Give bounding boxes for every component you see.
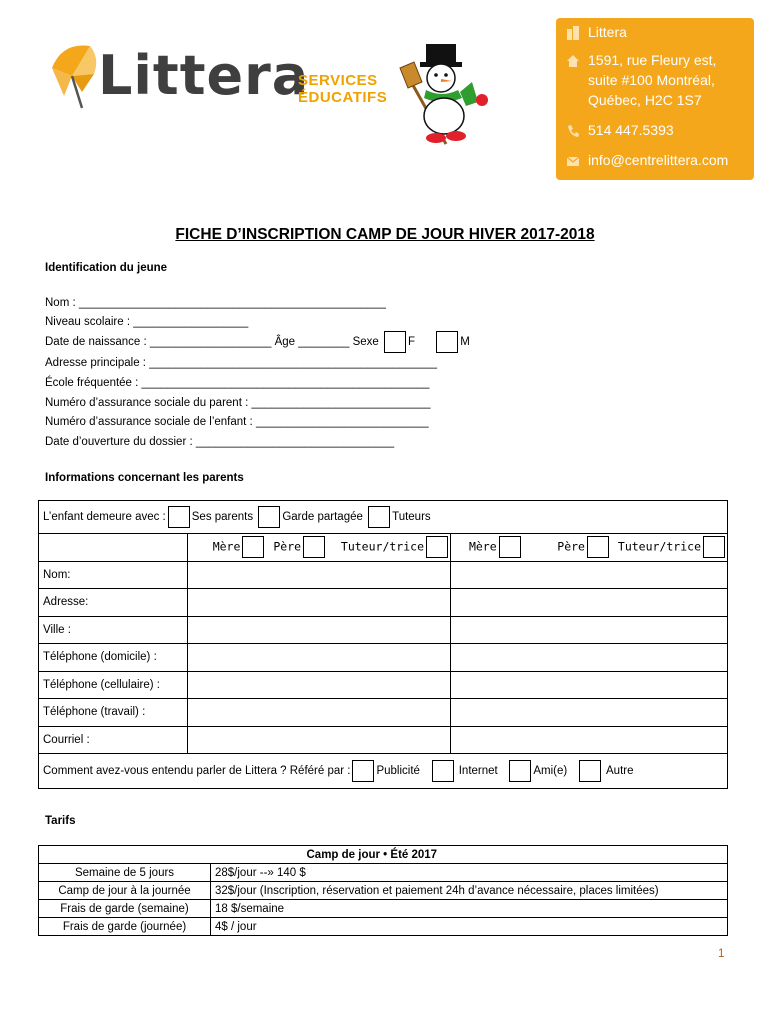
mail-icon: [566, 150, 588, 170]
tarif-value: 28$/jour --» 140 $: [211, 864, 728, 882]
parents-heading: Informations concernant les parents: [45, 472, 244, 484]
tarif-value: 18 $/semaine: [211, 900, 728, 918]
parent-type-blank: [39, 534, 188, 562]
checkbox-sexe-m[interactable]: [436, 331, 458, 353]
logo-subtitle: [298, 72, 387, 106]
contact-email-row: [566, 150, 728, 170]
field-nas-parent[interactable]: Numéro d’assurance sociale du parent : ____________________________: [45, 397, 431, 409]
building-icon: [566, 22, 588, 42]
table-row: [39, 561, 728, 589]
tarifs-heading: Tarifs: [45, 815, 76, 827]
parent1-courriel-cell[interactable]: [188, 726, 451, 754]
checkbox-parent2-mere[interactable]: [499, 536, 521, 558]
contact-email[interactable]: info@centrelittera.com: [588, 152, 729, 168]
birth-age-sex-line: [45, 331, 470, 353]
tarifs-title-blank: [39, 846, 211, 864]
demeure-row: [39, 501, 728, 534]
checkbox-internet[interactable]: [432, 760, 454, 782]
parent1-tel-cellulaire-cell[interactable]: [188, 671, 451, 699]
sexe-label: Sexe: [352, 336, 379, 349]
field-nas-enfant[interactable]: Numéro d’assurance sociale de l’enfant : ___________________________: [45, 416, 429, 428]
parent2-ville-cell[interactable]: [451, 616, 728, 644]
label-autre: Autre: [606, 765, 634, 778]
checkbox-parent1-tuteur[interactable]: [426, 536, 448, 558]
parent1-mere-label: Mère: [212, 539, 241, 554]
checkbox-parent2-tuteur[interactable]: [703, 536, 725, 558]
parent2-courriel-cell[interactable]: [451, 726, 728, 754]
table-row: [39, 900, 728, 918]
contact-phone-row: [566, 120, 674, 140]
snowman-illustration: [396, 40, 496, 148]
tarif-label: Frais de garde (journée): [39, 918, 211, 936]
field-age[interactable]: Âge ________: [274, 336, 350, 349]
tarif-value: 4$ / jour: [211, 918, 728, 936]
table-row: [39, 864, 728, 882]
parent2-mere-label: Mère: [468, 539, 497, 554]
field-date-ouverture[interactable]: Date d’ouverture du dossier : _______________________________: [45, 436, 395, 448]
identification-heading: Identification du jeune: [45, 262, 168, 274]
table-row: [39, 726, 728, 754]
row-label-tel-domicile: Téléphone (domicile) :: [39, 644, 188, 672]
label-f: F: [408, 336, 416, 349]
checkbox-garde-partagee[interactable]: [258, 506, 280, 528]
tarifs-title-row: [39, 846, 728, 864]
table-row: [39, 699, 728, 727]
field-adresse-principale[interactable]: Adresse principale : _____________________________________________: [45, 357, 437, 369]
parent1-tuteur-label: Tuteur/trice: [340, 539, 424, 554]
checkbox-ses-parents[interactable]: [168, 506, 190, 528]
referral-label: Comment avez-vous entendu parler de Littera ? Référé par :: [43, 765, 351, 778]
parent2-type-cell: [451, 534, 728, 562]
demeure-label: L’enfant demeure avec :: [43, 511, 166, 524]
checkbox-autre[interactable]: [579, 760, 601, 782]
contact-name: Littera: [588, 24, 627, 40]
littera-logo-text: Littera: [98, 44, 310, 107]
tarifs-table: [38, 845, 728, 936]
parent2-tuteur-label: Tuteur/trice: [617, 539, 701, 554]
littera-logo-mark: [42, 40, 102, 110]
parent1-tel-domicile-cell[interactable]: [188, 644, 451, 672]
parent1-pere-label: Père: [273, 539, 302, 554]
table-row: [39, 671, 728, 699]
referral-row: [39, 754, 728, 789]
address-line-3: Québec, H2C 1S7: [588, 92, 702, 108]
parent2-pere-label: Père: [557, 539, 585, 554]
contact-address-row: [566, 50, 716, 110]
checkbox-tuteurs[interactable]: [368, 506, 390, 528]
parent1-type-cell: [188, 534, 451, 562]
parent1-ville-cell[interactable]: [188, 616, 451, 644]
label-m: M: [460, 336, 470, 349]
tarif-label: Frais de garde (semaine): [39, 900, 211, 918]
tarif-label: Semaine de 5 jours: [39, 864, 211, 882]
field-nom[interactable]: Nom : ________________________________________________: [45, 297, 386, 309]
row-label-ville: Ville :: [39, 616, 188, 644]
label-publicite: Publicité: [376, 765, 420, 778]
parent2-tel-cellulaire-cell[interactable]: [451, 671, 728, 699]
demeure-cell: [39, 501, 728, 534]
tarifs-title: Camp de jour • Été 2017: [211, 846, 728, 864]
parent1-adresse-cell[interactable]: [188, 589, 451, 617]
tarif-value: 32$/jour (Inscription, réservation et paiement 24h d’avance nécessaire, places limitées): [211, 882, 728, 900]
table-row: [39, 589, 728, 617]
page-title: FICHE D’INSCRIPTION CAMP DE JOUR HIVER 2017-2018: [175, 226, 595, 243]
logo-subtitle-line1: SERVICES: [298, 72, 378, 89]
tarif-label: Camp de jour à la journée: [39, 882, 211, 900]
row-label-adresse: Adresse:: [39, 589, 188, 617]
contact-address: [588, 50, 716, 110]
table-row: [39, 616, 728, 644]
parent1-tel-travail-cell[interactable]: [188, 699, 451, 727]
table-row: [39, 918, 728, 936]
parent-type-row: [39, 534, 728, 562]
label-internet: Internet: [458, 765, 498, 778]
row-label-tel-travail: Téléphone (travail) :: [39, 699, 188, 727]
label-tuteurs: Tuteurs: [392, 511, 431, 524]
parent2-adresse-cell[interactable]: [451, 589, 728, 617]
address-line-1: 1591, rue Fleury est,: [588, 52, 717, 68]
page-number: 1: [718, 948, 725, 960]
parents-table: [38, 500, 728, 789]
label-ses-parents: Ses parents: [191, 511, 254, 524]
label-ami: Ami(e): [533, 765, 568, 778]
checkbox-parent2-pere[interactable]: [587, 536, 609, 558]
contact-box: [556, 18, 754, 180]
checkbox-sexe-f[interactable]: [384, 331, 406, 353]
checkbox-parent1-mere[interactable]: [242, 536, 264, 558]
parent2-tel-travail-cell[interactable]: [451, 699, 728, 727]
address-line-2: suite #100 Montréal,: [588, 72, 715, 88]
checkbox-parent1-pere[interactable]: [303, 536, 325, 558]
table-row: [39, 882, 728, 900]
table-row: [39, 644, 728, 672]
parent2-nom-cell[interactable]: [451, 561, 728, 589]
label-garde-partagee: Garde partagée: [282, 511, 363, 524]
field-niveau-scolaire[interactable]: Niveau scolaire : __________________: [45, 316, 249, 328]
contact-phone[interactable]: 514 447.5393: [588, 122, 674, 138]
field-date-naissance[interactable]: Date de naissance : ___________________: [45, 336, 272, 349]
parent2-tel-domicile-cell[interactable]: [451, 644, 728, 672]
logo-subtitle-line2: ÉDUCATIFS: [298, 89, 388, 106]
field-ecole[interactable]: École fréquentée : _____________________________________________: [45, 377, 430, 389]
referral-cell: [39, 754, 728, 789]
row-label-tel-cellulaire: Téléphone (cellulaire) :: [39, 671, 188, 699]
contact-name-row: [566, 22, 627, 42]
phone-icon: [566, 120, 588, 140]
row-label-nom: Nom:: [39, 561, 188, 589]
checkbox-publicite[interactable]: [352, 760, 374, 782]
checkbox-ami[interactable]: [509, 760, 531, 782]
row-label-courriel: Courriel :: [39, 726, 188, 754]
home-icon: [566, 50, 588, 110]
parent1-nom-cell[interactable]: [188, 561, 451, 589]
